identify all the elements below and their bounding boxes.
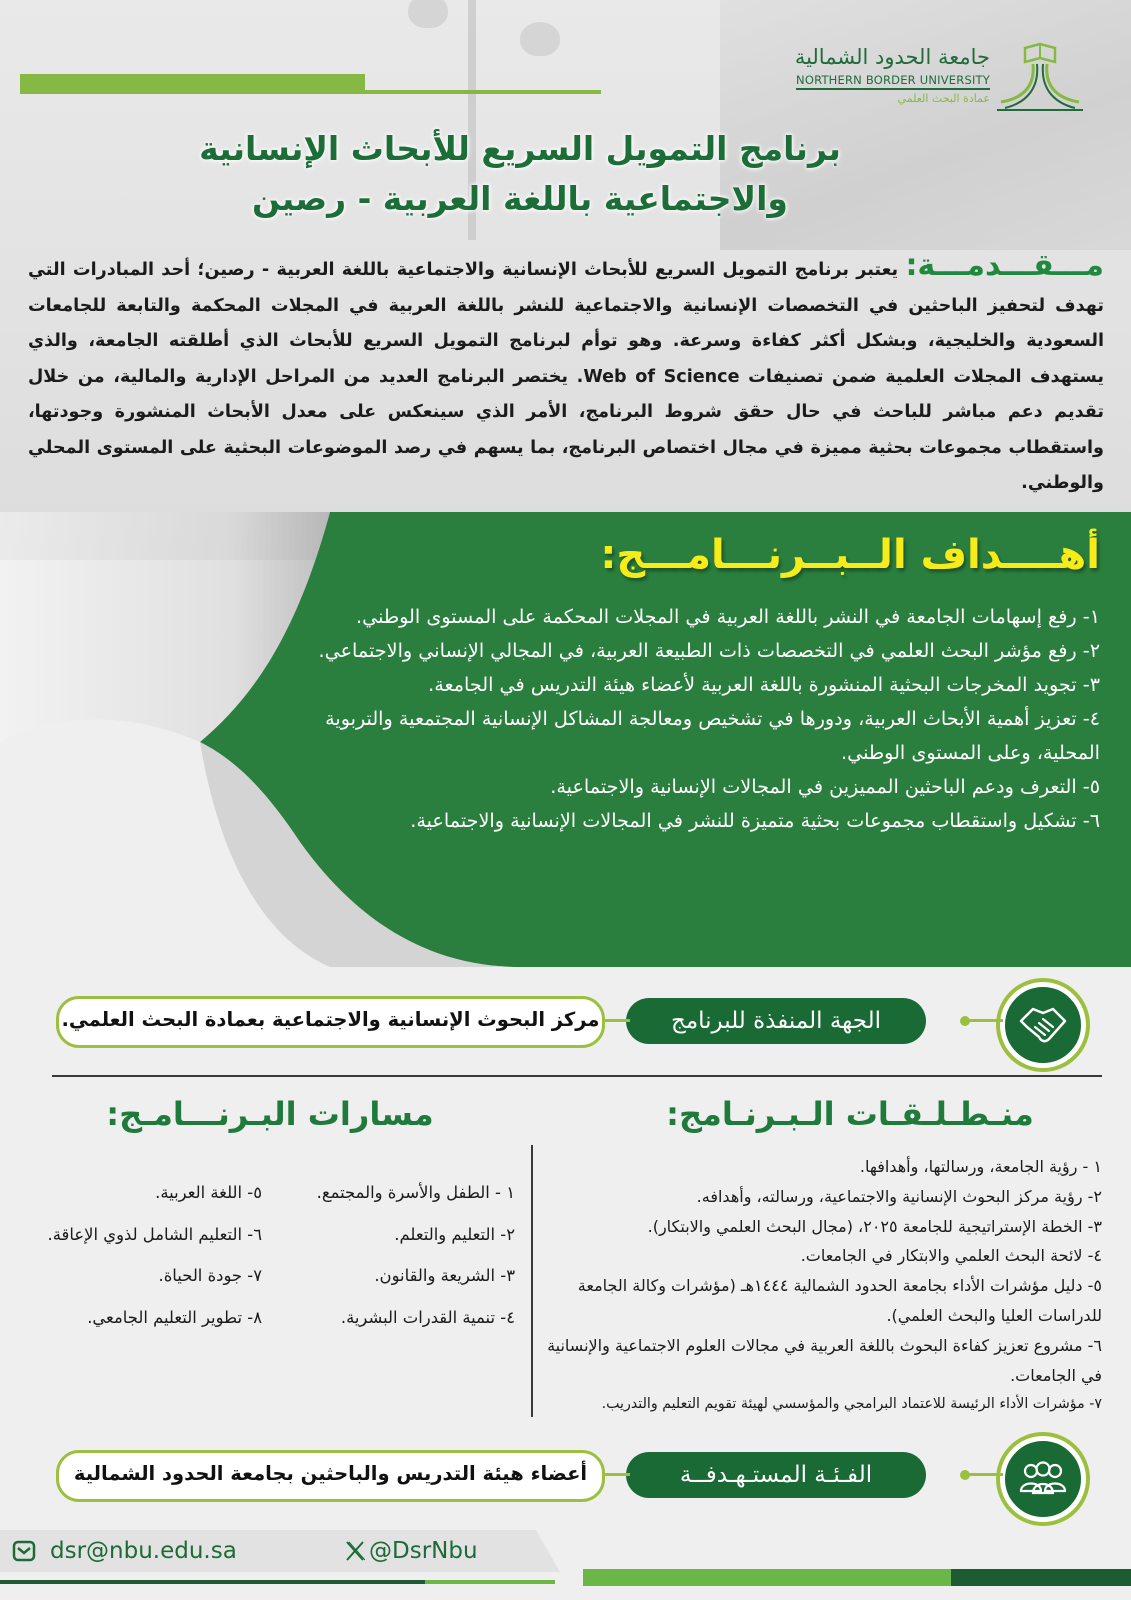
x-handle-text[interactable]: @DsrNbu [369,1538,478,1564]
top-accent-line [365,90,601,94]
footer-accent-bar [583,1569,951,1586]
x-logo-icon [345,1540,365,1562]
intro-paragraph [28,248,1104,502]
bases-item: ٤- لائحة البحث العلمي والابتكار في الجامعات. [800,1246,1102,1266]
goals-title: أهــــداف الــبــرنـــامـــج: [600,532,1100,578]
lamp-decoration [408,0,448,28]
handshake-icon-badge [1000,982,1086,1068]
target-group-value: أعضاء هيئة التدريس والباحثين بجامعة الحدود الشمالية [56,1450,605,1502]
title-line-1: برنامج التمويل السريع للأبحاث الإنسانية [199,129,841,168]
logo-name-english: NORTHERN BORDER UNIVERSITY [796,73,990,90]
track-item: ٦- التعليم الشامل لذوي الإعاقة. [47,1224,262,1244]
goal-item: ٢- رفع مؤشر البحث العلمي في التخصصات ذات الطبيعة العربية، في المجالي الإنساني والاجتماعي. [318,639,1100,662]
section-divider [52,1075,1102,1077]
logo-deanship: عمادة البحث العلمي [897,92,990,105]
book-arch-logo-icon [995,40,1085,114]
track-item: ٣- الشريعة والقانون. [374,1266,515,1285]
track-item: ٤- تنمية القدرات البشرية. [340,1307,515,1327]
footer-line [425,1580,555,1584]
goal-item: ٤- تعزيز أهمية الأبحاث العربية، ودورها في تشخيص ومعالجة المشاكل الإنسانية المجتمعية والتربوية المحلية، وعلى المستوى الوطني. [325,707,1100,764]
executing-body-value: مركز البحوث الإنسانية والاجتماعية بعمادة البحث العلمي. [56,996,605,1048]
bases-item: ١ - رؤية الجامعة، ورسالتها، وأهدافها. [859,1157,1102,1176]
email-contact[interactable] [12,1530,237,1572]
university-logo [790,40,1090,120]
top-accent-bar [20,74,365,94]
tracks-title: مسارات البـرنـــامـج: [106,1095,434,1133]
executing-body-label: الجهة المنفذة للبرنامج [626,998,926,1044]
connector-line [965,1019,1003,1022]
intro-label: مـــقـــدمـــة: [905,248,1104,283]
email-icon [12,1539,36,1563]
lamp-decoration [520,22,560,56]
bases-list [540,1152,1102,1420]
group-icon-badge [1000,1436,1086,1522]
goals-list [290,600,1100,838]
track-item: ١ - الطفل والأسرة والمجتمع. [316,1183,515,1202]
title-line-2: والاجتماعية باللغة العربية - رصين [252,179,788,218]
goal-item: ٣- تجويد المخرجات البحثية المنشورة باللغة العربية لأعضاء هيئة التدريس في الجامعة. [428,673,1100,696]
footer-line [0,1580,425,1584]
goal-item: ٦- تشكيل واستقطاب مجموعات بحثية متميزة للنشر في المجالات الإنسانية والاجتماعية. [410,809,1100,832]
track-item: ٧- جودة الحياة. [158,1266,262,1285]
track-item: ٨- تطوير التعليم الجامعي. [87,1307,262,1327]
bases-title: منـطـلـقـات الـبـرنـامج: [666,1095,1034,1133]
tracks-column-2 [12,1172,262,1338]
intro-text: يعتبر برنامج التمويل السريع للأبحاث الإنسانية والاجتماعية باللغة العربية - رصين؛ أحد المبادرات التي تهدف لتحفيز الباحثين في التخصصات الإنسانية والاجتماعية للنشر باللغة العربية في المجلات المحكمة والتابعة للجامعات السعودية والخليجية، وبشكل أكثر كفاءة وسرعة. وهو توأم لبرنامج التمويل السريع للأبحاث الذي أطلقته الجامعة، والذي يستهدف المجلات العلمية ضمن تصنيفات Web of Science. يختصر البرنامج العديد من المراحل الإدارية والمالية، من خلال تقديم دعم مباشر للباحث في حال حقق شروط البرنامج، الأمر الذي سينعكس على معدل الأبحاث المنشورة وجودتها، واستقطاب مجموعات بحثية مميزة في مجال اختصاص البرنامج، بما يسهم في رصد الموضوعات البحثية على المستوى المحلي والوطني. [28,260,1104,493]
bases-item: ٧- مؤشرات الأداء الرئيسة للاعتماد البرامجي والمؤسسي لهيئة تقويم التعليم والتدريب. [601,1396,1102,1413]
x-contact[interactable] [345,1530,478,1572]
track-item: ٥- اللغة العربية. [155,1183,262,1202]
target-group-label: الفـئـة المستـهـدفــة [626,1452,926,1498]
bases-item: ٢- رؤية مركز البحوث الإنسانية والاجتماعية، ورسالته، وأهدافه. [696,1186,1102,1206]
group-users-icon [1005,1441,1081,1517]
goal-item: ٥- التعرف ودعم الباحثين المميزين في المجالات الإنسانية والاجتماعية. [550,775,1100,798]
email-text[interactable]: dsr@nbu.edu.sa [50,1538,237,1564]
logo-name-arabic: جامعة الحدود الشمالية [794,45,990,69]
bases-item: ٣- الخطة الإستراتيجية للجامعة ٢٠٢٥، (مجال البحث العلمي والابتكار). [647,1216,1102,1236]
footer-accent-bar [951,1569,1131,1586]
goal-item: ١- رفع إسهامات الجامعة في النشر باللغة العربية في المجلات المحكمة على المستوى الوطني. [355,605,1100,628]
handshake-icon [1005,987,1081,1063]
bases-item: ٦- مشروع تعزيز كفاءة البحوث باللغة العربية في مجالات العلوم الاجتماعية والإنسانية في الجامعات. [547,1335,1102,1385]
connector-line [965,1473,1003,1476]
track-item: ٢- التعليم والتعلم. [394,1224,515,1244]
page-title [160,124,880,224]
bases-item: ٥- دليل مؤشرات الأداء بجامعة الحدود الشمالية ١٤٤٤هـ (مؤشرات وكالة الجامعة للدراسات العليا والبحث العلمي). [577,1276,1102,1325]
tracks-column-1 [290,1172,515,1338]
column-divider [531,1145,533,1417]
